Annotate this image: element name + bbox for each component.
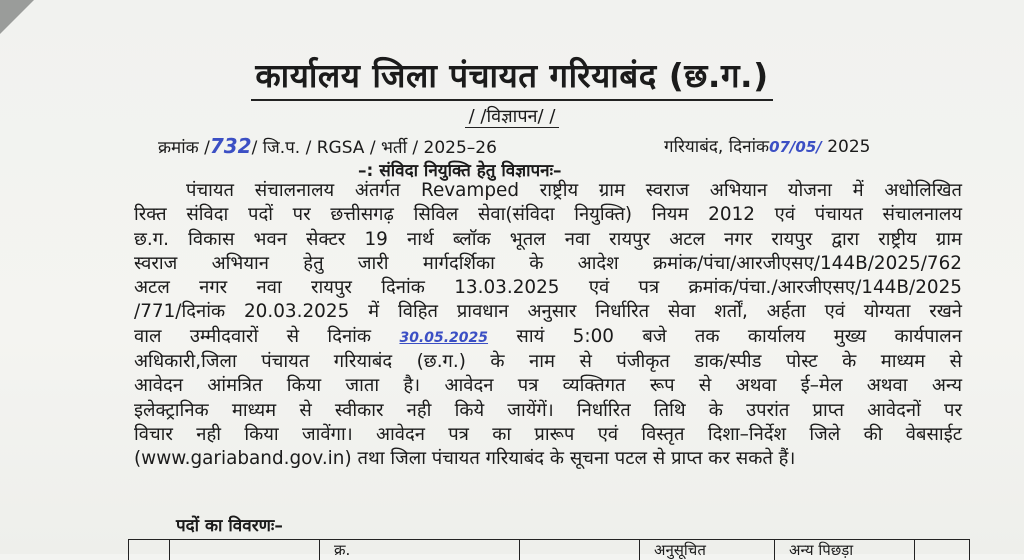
posts-table bbox=[128, 539, 970, 560]
reference-suffix: / जि.प. / RGSA / भर्ती / 2025–26 bbox=[251, 138, 497, 158]
table-header-text: अनुसूचित bbox=[654, 541, 706, 559]
handwritten-deadline-date: 30.05.2025 bbox=[399, 329, 489, 346]
body-line: विचार नही किया जावेंगा। आवेदन पत्र का प्रारूप एवं विस्तृत दिशा–निर्देश जिले की वेबसाईट bbox=[134, 423, 962, 445]
body-line: रिक्त संविदा पदों पर छत्तीसगढ़ सिविल सेवा(संविदा नियुक्ति) नियम 2012 एवं पंचायत संचालनालय bbox=[134, 204, 962, 226]
issue-date-year: 2025 bbox=[827, 137, 871, 157]
issue-date bbox=[664, 134, 870, 157]
table-header-cell bbox=[169, 540, 320, 560]
table-header-text: अन्य पिछड़ा bbox=[789, 541, 854, 559]
office-title-text: कार्यालय जिला पंचायत गरियाबंद (छ.ग.) bbox=[251, 52, 772, 101]
table-header-cell bbox=[774, 540, 915, 560]
scan-corner-shadow bbox=[0, 0, 34, 34]
body-line: अटल नगर नवा रायपुर दिनांक 13.03.2025 एवं पत्र क्रमांक/पंचा./आरजीएसए/144B/2025 bbox=[134, 277, 962, 299]
notice-body bbox=[134, 179, 962, 472]
posts-heading: पदों का विवरणः– bbox=[176, 516, 283, 536]
body-line: पंचायत संचालनालय अंतर्गत Revamped राष्ट्रीय ग्राम स्वराज अभियान योजना में अधोलिखित bbox=[186, 180, 962, 201]
issue-date-prefix: गरियाबंद, दिनांक bbox=[664, 137, 770, 157]
table-header-cell bbox=[519, 540, 640, 560]
body-line-7-tail: सायं 5:00 बजे तक कार्यालय मुख्य कार्यपालन bbox=[516, 325, 962, 347]
reference-number bbox=[158, 134, 497, 158]
reference-prefix: क्रमांक / bbox=[158, 138, 210, 158]
table-header-cell bbox=[128, 540, 168, 560]
table-header-text: क्र. bbox=[334, 541, 351, 559]
table-header-cell bbox=[914, 540, 970, 560]
office-title bbox=[0, 52, 1024, 101]
body-line: छ.ग. विकास भवन सेक्टर 19 नार्थ ब्लॉक भूतल नवा रायपुर अटल नगर रायपुर द्वारा राष्ट्रीय ग्राम bbox=[134, 228, 962, 250]
advertisement-heading bbox=[0, 104, 1024, 128]
issue-date-handwritten: 07/05/ bbox=[769, 138, 822, 156]
body-line: इलेक्ट्रानिक माध्यम से स्वीकार नही किये जायेंगें। निर्धारित तिथि के उपरांत प्राप्त आवेदनों पर bbox=[134, 399, 962, 421]
body-line-with-handwritten-date bbox=[134, 325, 962, 350]
body-line-7-start: वाल उम्मीदवारों से दिनांक bbox=[134, 325, 372, 347]
table-header-cell bbox=[319, 540, 520, 560]
table-header-cell bbox=[639, 540, 775, 560]
advertisement-heading-text: / /विज्ञापन/ / bbox=[465, 106, 560, 128]
body-line: स्वराज अभियान हेतु जारी मार्गदर्शिका के आदेश क्रमांक/पंचा/आरजीएसए/144B/2025/762 bbox=[134, 252, 962, 274]
subject-line: –: संविदा नियुक्ति हेतु विज्ञापनः– bbox=[358, 161, 562, 181]
body-line: अधिकारी,जिला पंचायत गरियाबंद (छ.ग.) के नाम से पंजीकृत डाक/स्पीड पोस्ट के माध्यम से bbox=[134, 351, 962, 373]
body-line: (www.gariaband.gov.in) तथा जिला पंचायत गरियाबंद के सूचना पटल से प्राप्त कर सकते हैं। bbox=[134, 448, 796, 470]
body-line: आवेदन आंमत्रित किया जाता है। आवेदन पत्र व्यक्तिगत रूप से अथवा ई–मेल अथवा अन्य bbox=[134, 375, 962, 397]
body-line: /771/दिनांक 20.03.2025 में विहित प्रावधान अनुसार निर्धारित सेवा शर्तों, अर्हता एवं योग्यता रखने bbox=[134, 301, 962, 323]
reference-handwritten-number: 732 bbox=[209, 134, 252, 158]
